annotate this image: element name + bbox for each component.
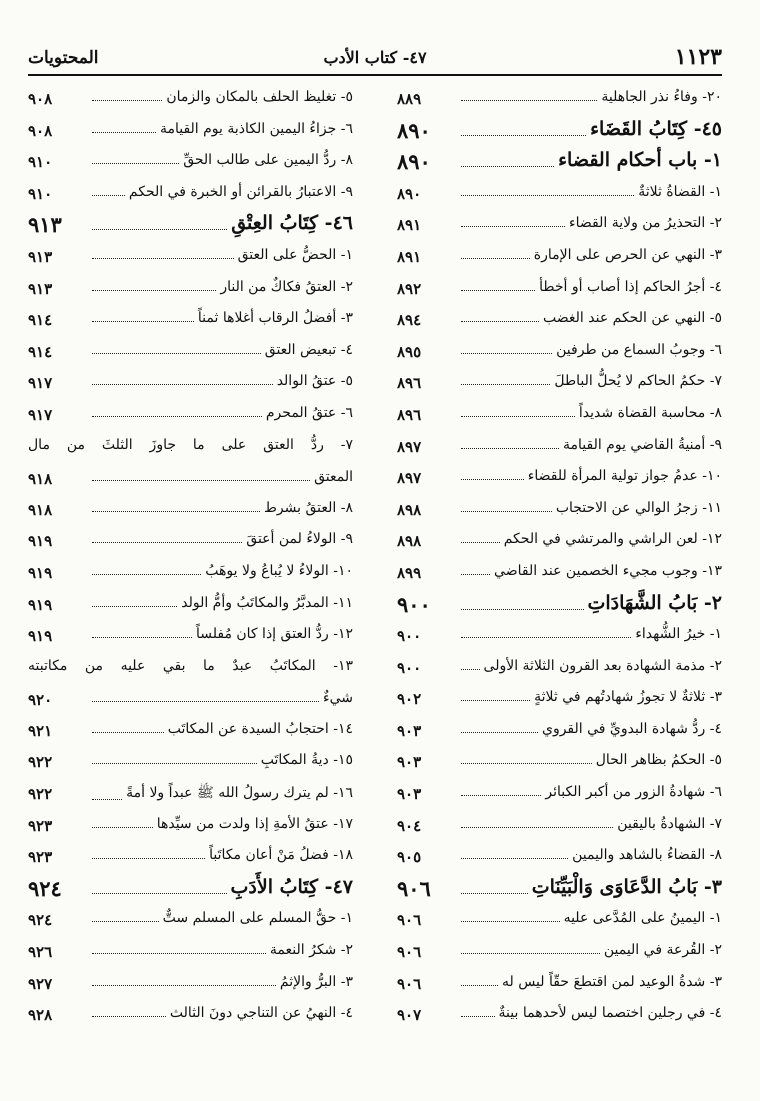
toc-entry-text: ٤٥- كِتَابُ القَضَاء [590,117,722,140]
toc-entry-title [88,279,353,295]
toc-page-number: ٩٠٦ [397,943,422,962]
dot-leader [461,1016,495,1017]
dot-leader [92,799,122,800]
dot-leader [461,732,538,733]
toc-entry-text: ٩- أمنيةُ القاضي يوم القيامة [563,436,722,453]
toc-entry-text: ٢- مذمة الشهادة بعد القرون الثلاثة الأولى [483,657,722,674]
toc-entry [397,651,722,683]
dot-leader [92,893,227,894]
toc-entry-title [457,118,722,140]
toc-entry-title [88,784,353,804]
dot-leader [92,353,261,354]
toc-entry [397,461,722,493]
toc-entry [397,809,722,841]
toc-entry-text: ١٦- لم يترك رسولُ الله ﷺ عبداً ولا أمةً [126,784,353,804]
toc-page-number: ٨٩٠ [397,184,422,203]
toc-entry-text: ٤٦- كِتَابُ العِتْقِ [231,212,353,235]
dot-leader [92,701,319,702]
toc-entry [397,619,722,651]
toc-entry-text: ١٣- وجوب مجيء الخصمين عند القاضي [494,562,722,579]
toc-page-number: ٩٠٦ [397,911,422,930]
toc-entry [28,177,353,209]
toc-column-left [28,82,353,1030]
toc-entry-title [88,310,353,326]
toc-page-number: ٩١٠ [28,153,53,172]
toc-entry-title [457,279,722,295]
toc-entry [397,177,722,209]
toc-entry-title [457,149,722,171]
dot-leader [92,858,205,859]
toc-page-number: ٩٢٤ [28,911,53,930]
dot-leader [92,258,234,259]
section-label: المحتويات [28,48,99,68]
toc-page-number: ٩١٣ [28,247,53,266]
toc-page-number: ٩٠٣ [397,785,422,804]
toc-page-number: ٩١٣ [28,212,62,238]
toc-page-number: ٩٠٧ [397,1006,422,1025]
toc-entry [28,809,353,841]
toc-entry-text: ٥- عتقُ الوالد [276,373,353,390]
toc-entry-title [88,121,353,137]
toc-entry-text: ٣- بَابُ الدَّعَاوَى وَالْبَيِّنَاتِ [531,875,722,898]
header-rule [28,74,722,76]
toc-entry-title [457,1005,722,1021]
dot-leader [92,921,159,922]
toc-entry-title [88,247,353,263]
dot-leader [92,511,260,512]
toc-entry [28,556,353,588]
toc-entry-text: ١- الحضُّ على العتق [237,246,353,263]
dot-leader [461,921,560,922]
toc-entry [397,240,722,272]
toc-entry [28,903,353,935]
toc-page-number: ٩٢٢ [28,785,53,804]
toc-page-number: ٩١٠ [28,184,53,203]
toc-entry-title [457,626,722,642]
toc-entry-text: ٣- ثلاثةٌ لا تجوزُ شهادتُهم في ثلاثةٍ [534,689,722,706]
dot-leader [461,542,500,543]
dot-leader [461,637,631,638]
toc-entry-text: ٣- النهي عن الحرص على الإمارة [533,246,722,263]
dot-leader [461,609,584,610]
dot-leader [461,416,575,417]
dot-leader [461,858,568,859]
toc-entry-title [88,816,353,832]
toc-page-number: ٩١٩ [28,627,53,646]
toc-entry-text: ١- حقُّ المسلم على المسلم ستٌّ [162,910,353,927]
toc-page-number: ٨٩١ [397,216,422,235]
toc-page-number: ٩٢٣ [28,816,53,835]
dot-leader [461,700,530,701]
dot-leader [461,166,554,167]
dot-leader [92,290,216,291]
toc-entry-text: ٢٠- وفاءُ نذر الجاهلية [601,89,722,105]
toc-entry-text: ٤- تبعيض العتق [264,341,353,358]
toc-entry-title [457,942,722,958]
toc-page-number: ٨٩٧ [397,437,422,456]
dot-leader [92,827,153,828]
toc-page-number: ٨٩٠ [397,149,431,175]
toc-entry-text: ١- باب أحكام القضاء [558,149,722,172]
dot-leader [92,480,310,481]
toc-page-number: ٩١٩ [28,563,53,582]
toc-entry-text: ٢- القُرعة في اليمين [603,942,722,959]
toc-entry [397,682,722,714]
toc-page-number: ٩٢٠ [28,690,53,709]
dot-leader [92,100,162,101]
toc-entry [28,935,353,967]
toc-entry [28,272,353,304]
toc-entry-text: ٤- أجرُ الحاكم إذا أصاب أو أخطأ [539,278,722,295]
running-title: ٤٧- كتاب الأدب [323,48,427,67]
toc-entry-title [88,690,353,706]
toc-page-number: ٩١٤ [28,311,53,330]
toc-page-number: ٨٩٦ [397,405,422,424]
toc-entry-title [457,247,722,263]
dot-leader [92,195,125,196]
toc-page-number: ٩٠٦ [397,974,422,993]
toc-entry [28,967,353,999]
toc-page-number: ٩٢١ [28,721,53,740]
toc-entry-text: ٢- التحذيرُ من ولاية القضاء [569,215,722,232]
toc-entry-text: ٥- النهي عن الحكم عند الغضب [543,310,722,327]
dot-leader [92,637,192,638]
toc-entry-title [88,1005,353,1021]
toc-entry [397,998,722,1030]
toc-section-heading [397,588,722,620]
toc-entry-title [88,563,353,579]
toc-entry [397,430,722,462]
toc-entry-title [88,974,353,990]
toc-entry-title [88,373,353,389]
toc-entry-text: ٦- عتقُ المحرم [265,404,353,421]
toc-entry-text: ٤- في رجلين اختصما ليس لأحدهما بينةٌ [498,1005,722,1022]
toc-entry [28,777,353,809]
toc-entry-text: ١- اليمينُ على المُدَّعى عليه [563,910,722,927]
toc-entry-title [88,500,353,516]
toc-entry-title [457,721,722,737]
toc-entry-text: ١- القضاةُ ثلاثةٌ [638,183,722,200]
toc-entry [28,588,353,620]
toc-entry [28,398,353,430]
toc-entry-title [457,184,722,200]
toc-page-number: ٩١٧ [28,374,53,393]
toc-entry [28,840,353,872]
toc-entry [28,619,353,651]
toc-column-right [397,82,722,1030]
toc-entry [28,114,353,146]
dot-leader [461,195,634,196]
toc-entry-text: ٨- محاسبة القضاة شديداً [578,404,722,421]
toc-entry-text: ٣- البرُّ والإثمُ [279,973,353,990]
toc-entry-title [457,974,722,990]
dot-leader [461,953,600,954]
toc-entry-title [457,876,722,898]
toc-page-number: ٩٢٣ [28,848,53,867]
dot-leader [461,321,539,322]
toc-entry-text: ١٠- عدمُ جواز تولية المرأة للقضاء [527,468,722,485]
toc-entry-text: ٨- القضاءُ بالشاهد واليمين [572,847,722,864]
toc-entry-text: ٣- شدةُ الوعيد لمن اقتطعَ حقّاً ليس له [501,973,722,990]
toc-entry-text: شيءٌ [323,689,353,706]
toc-entry-title [88,405,353,421]
toc-entry [397,840,722,872]
toc-entry-text: ١٢- ردُّ العتق إذا كان مُفلساً [195,626,353,643]
toc-section-heading [397,145,722,177]
toc-entry [397,272,722,304]
toc-section-heading [397,114,722,146]
toc-entry-title [457,215,722,231]
dot-leader [461,669,480,670]
dot-leader [92,574,201,575]
toc-entry [397,935,722,967]
dot-leader [461,258,530,259]
dot-leader [92,384,273,385]
toc-entry-text: ١٢- لعن الراشي والمرتشي في الحكم [503,531,722,548]
toc-page-number: ٨٨٩ [397,90,422,108]
dot-leader [461,479,524,480]
dot-leader [461,448,559,449]
toc-page-number: ٩٠٠ [397,627,422,646]
dot-leader [461,353,552,354]
toc-entry-title [88,847,353,863]
toc-page-number: ٩٠٨ [28,121,53,140]
toc-entry [28,651,353,714]
toc-entry-text: ٥- الحكمُ بظاهر الحال [595,752,722,769]
toc-entry-text: ٢- شكرُ النعمة [269,942,353,959]
toc-entry-text: ٦- وجوبُ السماع من طرفين [556,341,722,358]
toc-page-number: ٩٠٣ [397,753,422,772]
toc-entry [397,556,722,588]
dot-leader [92,953,266,954]
toc-page-number: ٩٠٨ [28,90,53,108]
toc-entry-title [88,626,353,642]
toc-entry-title [88,342,353,358]
toc-entry-title [457,563,722,579]
toc-entry-text: ١- خيرُ الشُّهداء [635,626,722,643]
toc-entry [28,240,353,272]
toc-entry-text: ١١- المدبَّرُ والمكاتَبُ وأمُّ الولد [181,594,353,611]
toc-page-number: ٩٠٥ [397,848,422,867]
toc-page-number: ٩٠٣ [397,721,422,740]
dot-leader [461,795,541,796]
dot-leader [461,384,550,385]
toc-entry-text: ٧- الشهادةُ باليقين [617,815,722,832]
dot-leader [92,132,156,133]
toc-entry-title [88,876,353,898]
toc-page-number: ٨٩٠ [397,117,431,143]
dot-leader [92,321,194,322]
toc-entry [397,967,722,999]
toc-entry-text: ٨- العتقُ بشرط [263,499,353,516]
toc-page-number: ٩٠٦ [397,875,431,901]
dot-leader [92,1016,166,1017]
dot-leader [92,542,242,543]
toc-entry [28,524,353,556]
dot-leader [461,763,592,764]
toc-page-number: ٩١٤ [28,342,53,361]
toc-page-number: ٨٩٨ [397,532,422,551]
toc-entry-text: ٤- النهيُ عن التناجي دونَ الثالث [169,1005,353,1022]
toc-page-number: ٩١٣ [28,279,53,298]
toc-section-heading [28,872,353,904]
toc-entry-text: ٤- ردُّ شهادة البدويِّ في القروي [541,720,722,737]
toc-page-number: ٨٩٨ [397,500,422,519]
toc-entry [397,366,722,398]
toc-entry [28,493,353,525]
dot-leader [461,135,586,136]
dot-leader [92,985,276,986]
toc-page-number: ٩١٩ [28,532,53,551]
toc-page-number: ٩٢٤ [28,875,62,901]
toc-entry-title [457,468,722,484]
toc-entry-title [457,342,722,358]
dot-leader [92,763,257,764]
toc-entry-title [88,942,353,958]
toc-entry-title [88,212,353,234]
toc-entry [28,82,353,114]
toc-entry [397,303,722,335]
toc-entry-text: ١٧- عتقُ الأمةِ إذا ولدت من سيِّدها [156,815,353,832]
toc-entry-text: ١٥- ديةُ المكاتَبِ [260,752,353,769]
toc-entry-title [457,847,722,863]
toc-entry [397,524,722,556]
toc-page-number: ٨٩٤ [397,311,422,330]
toc-entry-title [88,152,353,168]
dot-leader [461,511,552,512]
toc-entry [397,745,722,777]
toc-page-number: ٨٩٩ [397,563,422,582]
toc-page-number: ٩١٨ [28,469,53,488]
toc-entry-title [457,531,722,547]
toc-entry-text: ٩- الاعتبارُ بالقرائن أو الخبرة في الحكم [128,183,353,200]
toc-page-number: ٨٩٦ [397,374,422,393]
toc-page-number: ٩٠٤ [397,816,422,835]
toc-page-number: ٩٠٠ [397,658,422,677]
dot-leader [461,226,565,227]
toc-entry [28,145,353,177]
toc-page-number: ٨٩٢ [397,279,422,298]
toc-entry-text: ٩- الولاءُ لمن أعتقَ [246,531,353,548]
toc-entry [397,903,722,935]
toc-entry-title-line1: ١٣- المكاتَبُ عبدٌ ما بقي عليه من مكاتبته [28,657,353,674]
toc-entry [397,398,722,430]
toc-page-number: ٩٢٧ [28,974,53,993]
toc-entry-title [457,373,722,389]
dot-leader [461,893,528,894]
toc-entry-text: ٦- جزاءُ اليمين الكاذبة يوم القيامة [159,120,353,137]
toc-entry-title [457,910,722,926]
toc-entry-title [88,752,353,768]
toc-entry-title [457,310,722,326]
toc-page-number: ٩٠٢ [397,690,422,709]
toc-entry-text: ١٨- فضلُ مَنْ أعان مكاتَباً [209,847,353,864]
toc-entry-title [457,89,722,105]
toc-entry-title [457,816,722,832]
dot-leader [461,985,498,986]
toc-entry-title [457,658,722,674]
toc-entry-text: ٣- أفضلُ الرقاب أغلاها ثمناً [197,310,353,327]
toc-entry-text: ١١- زجرُ الوالي عن الاحتجاب [555,499,722,516]
toc-page-number: ٨٩٥ [397,342,422,361]
toc-entry [28,745,353,777]
toc-entry [397,714,722,746]
toc-page-number: ٩١٧ [28,405,53,424]
toc-entry-title [88,531,353,547]
toc-entry [28,366,353,398]
toc-entry [28,303,353,335]
dot-leader [92,229,227,230]
toc-entry-title [88,721,353,737]
toc-entry-title [457,752,722,768]
page-header [28,44,722,74]
toc-entry-title [88,910,353,926]
dot-leader [461,574,490,575]
toc-entry-text: ٤٧- كِتَابُ الأَدَبِ [230,875,353,898]
dot-leader [461,290,535,291]
dot-leader [92,163,179,164]
toc-section-heading [397,872,722,904]
toc-entry-title [88,89,353,105]
toc-page-number: ٩٢٨ [28,1006,53,1025]
toc-page-number: ٩١٩ [28,595,53,614]
toc-entry-title [457,437,722,453]
toc-entry-text: ٧- حكمُ الحاكم لا يُحلُّ الباطلَ [554,373,722,390]
toc-entry-title [457,592,722,614]
toc-entry-text: ٨- ردُّ اليمين على طالب الحقِّ [183,152,353,169]
toc-entry-title [457,689,722,705]
toc-entry-title [88,184,353,200]
toc-entry-title [457,784,722,800]
toc-page-number: ٨٩٧ [397,469,422,488]
dot-leader [92,732,164,733]
toc-entry-title [457,500,722,516]
toc-entry-text: ٦- شهادةُ الزور من أكبر الكبائر [545,784,722,801]
toc-entry-text: ١٠- الولاءُ لا يُباعُ ولا يوهَبُ [205,562,353,579]
toc-entry-text: ٥- تغليظ الحلف بالمكان والزمان [166,89,353,105]
toc-entry [28,714,353,746]
toc-entry [397,493,722,525]
toc-entry-text: ٢- العتقُ فكاكٌ من النار [220,278,353,295]
dot-leader [461,100,597,101]
toc-entry [397,335,722,367]
toc-entry [28,335,353,367]
toc-page-number: ٩٢٢ [28,753,53,772]
toc-entry-title [88,595,353,611]
dot-leader [92,416,262,417]
toc-entry [397,777,722,809]
toc-page-number: ٩٠٠ [397,591,431,617]
toc-entry-text: ٢- بَابُ الشَّهَادَاتِ [587,591,722,614]
dot-leader [461,827,613,828]
toc-page-number: ٩١٨ [28,500,53,519]
toc-entry-text: ١٤- احتجابُ السيدة عن المكاتَب [167,720,353,737]
toc-entry [28,430,353,493]
toc-page-number: ٩٢٦ [28,943,53,962]
toc-entry-title [457,405,722,421]
toc-entry [28,998,353,1030]
dot-leader [92,606,177,607]
toc-entry-title-line1: ٧- ردُّ العتق على ما جاوزَ الثلثَ من مال [28,436,353,453]
toc-entry-title [88,469,353,485]
toc-entry [397,82,722,114]
toc-section-heading [28,208,353,240]
page-number: ١١٢٣ [674,44,722,70]
toc-page-number: ٨٩١ [397,247,422,266]
toc-entry [397,208,722,240]
toc-entry-text: المعتق [314,468,353,485]
